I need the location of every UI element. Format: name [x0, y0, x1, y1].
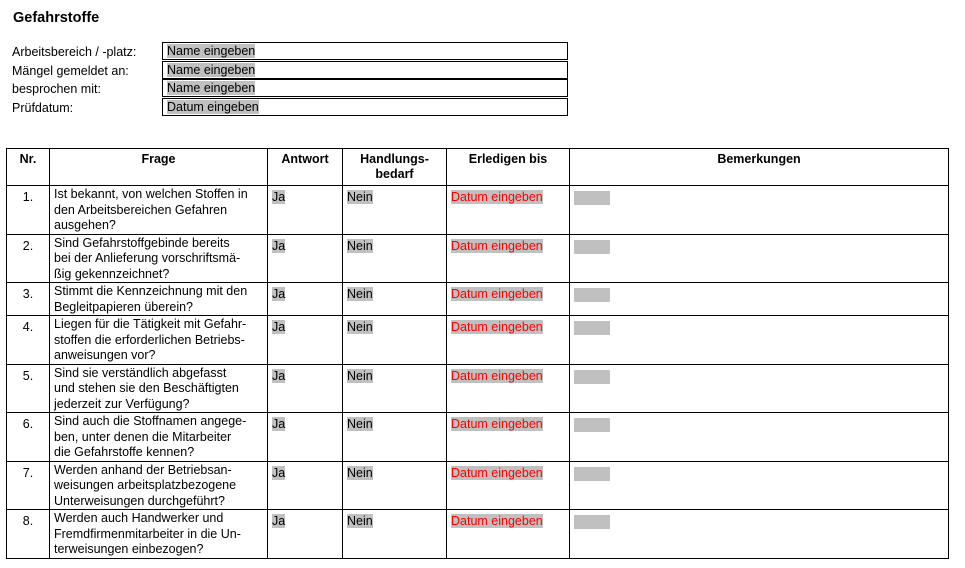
- remarks-cell[interactable]: [570, 316, 949, 365]
- answer-cell[interactable]: [268, 234, 343, 283]
- row-number: 2.: [7, 234, 50, 283]
- question-line: bei der Anlieferung vorschriftsmä-: [54, 251, 241, 265]
- answer-field[interactable]: Ja: [272, 465, 286, 480]
- column-header-erledigen: Erledigen bis: [447, 149, 570, 186]
- action-needed-cell[interactable]: [343, 316, 447, 365]
- table-row: [7, 283, 949, 316]
- due-date-field[interactable]: Datum eingeben: [451, 368, 543, 383]
- table-row: [7, 234, 949, 283]
- column-header-nr: Nr.: [7, 149, 50, 186]
- answer-field[interactable]: Ja: [272, 190, 286, 204]
- pruefdatum-value[interactable]: Datum eingeben: [167, 100, 259, 114]
- question-line: Werden auch Handwerker und: [54, 511, 224, 525]
- answer-field[interactable]: Ja: [272, 417, 286, 431]
- question-text: [50, 364, 268, 413]
- question-text: [50, 413, 268, 462]
- answer-cell[interactable]: [268, 364, 343, 413]
- question-line: ßig gekennzeichnet?: [54, 266, 170, 281]
- remarks-cell[interactable]: [570, 461, 949, 510]
- question-text: [50, 186, 268, 235]
- action-needed-field[interactable]: Nein: [347, 287, 373, 301]
- table-row: [7, 186, 949, 235]
- action-needed-field[interactable]: Nein: [347, 368, 373, 383]
- action-needed-field[interactable]: Nein: [347, 417, 373, 431]
- checklist-table: [6, 148, 949, 559]
- header-label-maengel: Mängel gemeldet an:: [12, 64, 129, 78]
- answer-field[interactable]: Ja: [272, 320, 286, 334]
- remarks-field[interactable]: [574, 515, 610, 529]
- question-line: weisungen arbeitsplatzbezogene: [54, 478, 237, 492]
- due-date-cell[interactable]: [447, 283, 570, 316]
- remarks-cell[interactable]: [570, 234, 949, 283]
- action-needed-field[interactable]: Nein: [347, 465, 373, 480]
- due-date-cell[interactable]: [447, 413, 570, 462]
- due-date-field[interactable]: Datum eingeben: [451, 190, 543, 204]
- answer-cell[interactable]: [268, 186, 343, 235]
- maengel-field[interactable]: [162, 61, 568, 79]
- row-number: 4.: [7, 316, 50, 365]
- answer-field[interactable]: Ja: [272, 287, 286, 301]
- action-needed-cell[interactable]: [343, 283, 447, 316]
- due-date-cell[interactable]: [447, 461, 570, 510]
- remarks-field[interactable]: [574, 467, 610, 481]
- due-date-cell[interactable]: [447, 186, 570, 235]
- column-header-handlungsbedarf-line-1: Handlungs-: [360, 152, 429, 166]
- answer-field[interactable]: Ja: [272, 238, 286, 253]
- question-line: terweisungen einbezogen?: [54, 542, 204, 556]
- answer-cell[interactable]: [268, 316, 343, 365]
- column-header-handlungsbedarf: [343, 149, 447, 186]
- question-line: ausgehen?: [54, 218, 116, 232]
- action-needed-cell[interactable]: [343, 186, 447, 235]
- question-line: jederzeit zur Verfügung?: [54, 396, 190, 411]
- remarks-cell[interactable]: [570, 283, 949, 316]
- action-needed-cell[interactable]: [343, 364, 447, 413]
- arbeitsbereich-value[interactable]: Name eingeben: [167, 44, 256, 58]
- table-row: [7, 316, 949, 365]
- question-line: Fremdfirmenmitarbeiter in die Un-: [54, 526, 241, 541]
- question-line: Unterweisungen durchgeführt?: [54, 493, 225, 508]
- question-line: den Arbeitsbereichen Gefahren: [54, 202, 228, 217]
- header-label-pruefdatum: Prüfdatum:: [12, 101, 74, 115]
- table-row: [7, 364, 949, 413]
- answer-field[interactable]: Ja: [272, 368, 286, 383]
- question-text: [50, 461, 268, 510]
- table-header-row: [7, 149, 949, 186]
- due-date-cell[interactable]: [447, 316, 570, 365]
- action-needed-field[interactable]: Nein: [347, 190, 373, 204]
- row-number: 1.: [7, 186, 50, 235]
- pruefdatum-field[interactable]: [162, 98, 568, 116]
- question-line: ben, unter denen die Mitarbeiter: [54, 429, 232, 444]
- action-needed-cell[interactable]: [343, 413, 447, 462]
- row-number: 5.: [7, 364, 50, 413]
- question-text: [50, 283, 268, 316]
- due-date-cell[interactable]: [447, 364, 570, 413]
- question-line: Sind Gefahrstoffgebinde bereits: [54, 235, 230, 250]
- column-header-bemerkungen: Bemerkungen: [570, 149, 949, 186]
- question-line: Sind sie verständlich abgefasst: [54, 365, 227, 380]
- due-date-field[interactable]: Datum eingeben: [451, 417, 543, 431]
- action-needed-cell[interactable]: [343, 461, 447, 510]
- column-header-frage: Frage: [50, 149, 268, 186]
- question-line: Stimmt die Kennzeichnung mit den: [54, 284, 248, 298]
- maengel-value[interactable]: Name eingeben: [167, 63, 256, 77]
- row-number: 7.: [7, 461, 50, 510]
- question-line: Begleitpapieren überein?: [54, 299, 193, 314]
- answer-cell[interactable]: [268, 510, 343, 559]
- remarks-field[interactable]: [574, 321, 610, 335]
- due-date-field[interactable]: Datum eingeben: [451, 465, 543, 480]
- due-date-field[interactable]: Datum eingeben: [451, 514, 543, 528]
- action-needed-field[interactable]: Nein: [347, 320, 373, 334]
- remarks-cell[interactable]: [570, 364, 949, 413]
- remarks-cell[interactable]: [570, 413, 949, 462]
- arbeitsbereich-field[interactable]: [162, 42, 568, 60]
- action-needed-cell[interactable]: [343, 234, 447, 283]
- question-text: [50, 316, 268, 365]
- column-header-handlungsbedarf-line-2: bedarf: [375, 167, 414, 181]
- action-needed-cell[interactable]: [343, 510, 447, 559]
- due-date-field[interactable]: Datum eingeben: [451, 287, 543, 301]
- due-date-field[interactable]: Datum eingeben: [451, 320, 543, 334]
- due-date-cell[interactable]: [447, 234, 570, 283]
- question-line: stoffen die erforderlichen Betriebs-: [54, 332, 245, 347]
- remarks-field[interactable]: [574, 370, 610, 384]
- question-line: die Gefahrstoffe kennen?: [54, 445, 195, 459]
- row-number: 8.: [7, 510, 50, 559]
- header-label-arbeitsbereich: Arbeitsbereich / -platz:: [12, 45, 137, 59]
- besprochen-field[interactable]: [162, 79, 568, 97]
- question-line: und stehen sie den Beschäftigten: [54, 381, 239, 395]
- question-text: [50, 234, 268, 283]
- remarks-field[interactable]: [574, 418, 610, 432]
- table-row: [7, 510, 949, 559]
- answer-cell[interactable]: [268, 461, 343, 510]
- row-number: 3.: [7, 283, 50, 316]
- remarks-field[interactable]: [574, 240, 610, 254]
- answer-cell[interactable]: [268, 413, 343, 462]
- question-line: Liegen für die Tätigkeit mit Gefahr-: [54, 317, 247, 331]
- question-line: anweisungen vor?: [54, 348, 156, 362]
- remarks-cell[interactable]: [570, 186, 949, 235]
- action-needed-field[interactable]: Nein: [347, 514, 373, 528]
- action-needed-field[interactable]: Nein: [347, 238, 373, 253]
- question-line: Werden anhand der Betriebsan-: [54, 462, 232, 477]
- row-number: 6.: [7, 413, 50, 462]
- due-date-cell[interactable]: [447, 510, 570, 559]
- table-row: [7, 413, 949, 462]
- besprochen-value[interactable]: Name eingeben: [167, 81, 256, 95]
- question-line: Ist bekannt, von welchen Stoffen in: [54, 187, 248, 201]
- question-line: Sind auch die Stoffnamen angege-: [54, 414, 247, 428]
- question-text: [50, 510, 268, 559]
- answer-field[interactable]: Ja: [272, 514, 286, 528]
- header-label-besprochen: besprochen mit:: [12, 82, 101, 96]
- due-date-field[interactable]: Datum eingeben: [451, 238, 543, 253]
- answer-cell[interactable]: [268, 283, 343, 316]
- page-title: Gefahrstoffe: [13, 10, 100, 26]
- remarks-field[interactable]: [574, 191, 610, 205]
- remarks-field[interactable]: [574, 288, 610, 302]
- remarks-cell[interactable]: [570, 510, 949, 559]
- table-row: [7, 461, 949, 510]
- column-header-antwort: Antwort: [268, 149, 343, 186]
